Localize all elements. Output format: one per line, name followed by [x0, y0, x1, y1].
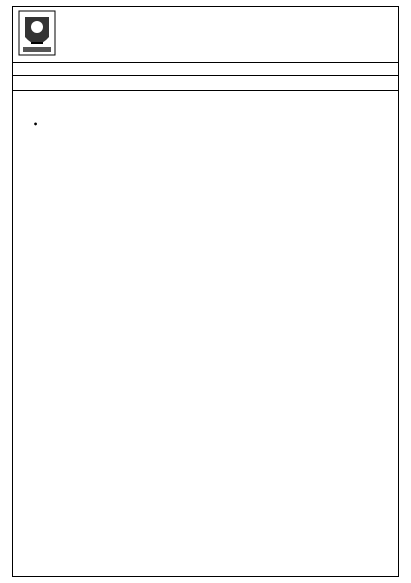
instruction [33, 120, 41, 129]
exam-info-bar [13, 62, 398, 76]
school-crest-logo [17, 9, 57, 57]
exam-page [12, 6, 399, 577]
bullet-icon: • [33, 120, 39, 129]
question-1 [31, 134, 383, 144]
name-row [13, 78, 398, 91]
